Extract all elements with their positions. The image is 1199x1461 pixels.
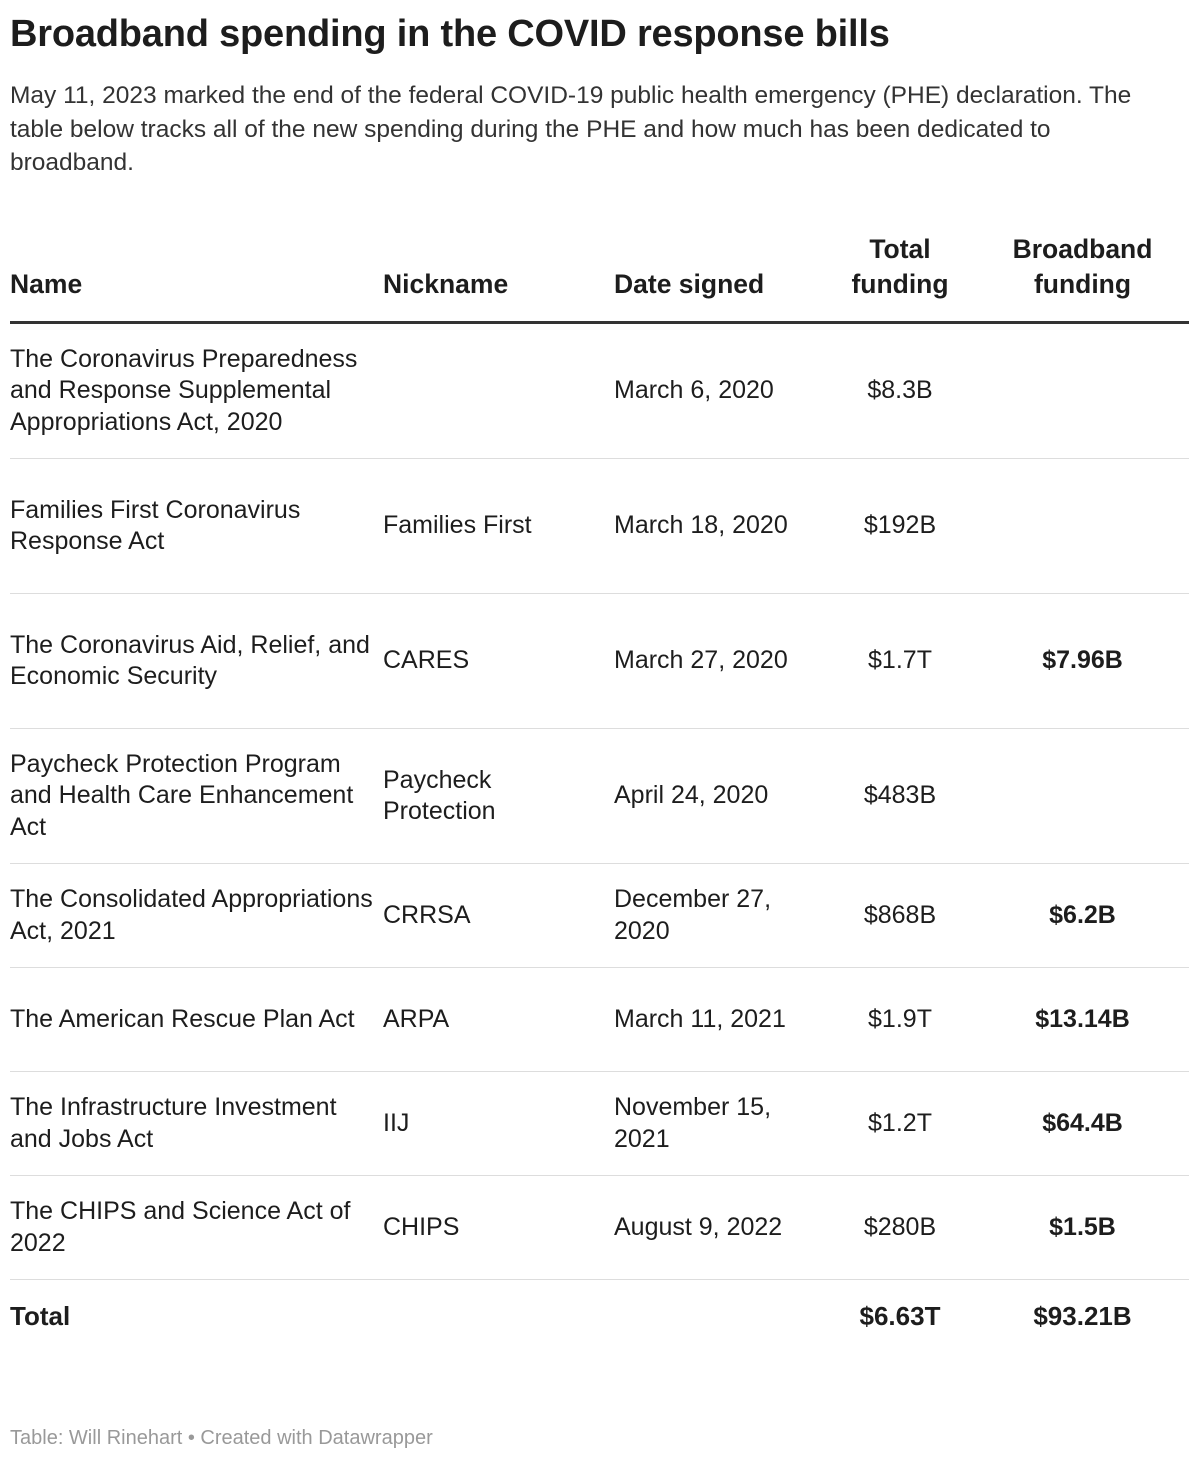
cell-broadband bbox=[976, 459, 1189, 594]
cell-nickname: IIJ bbox=[383, 1072, 614, 1176]
total-row bbox=[10, 1280, 1189, 1354]
cell-date: March 6, 2020 bbox=[614, 323, 824, 459]
cell-broadband: $13.14B bbox=[976, 968, 1189, 1072]
funding-table bbox=[10, 232, 1189, 1353]
header-name: Name bbox=[10, 232, 383, 323]
cell-total: $280B bbox=[824, 1176, 976, 1280]
header-total-funding: Total funding bbox=[824, 232, 976, 323]
cell-name: The Coronavirus Aid, Relief, and Economic Security bbox=[10, 594, 383, 729]
table-row bbox=[10, 594, 1189, 729]
total-date-empty bbox=[614, 1280, 824, 1354]
chart-title: Broadband spending in the COVID response bills bbox=[10, 13, 890, 55]
cell-date: December 27, 2020 bbox=[614, 864, 824, 968]
total-funding-sum: $6.63T bbox=[859, 1300, 941, 1331]
header-broadband-funding: Broadband funding bbox=[976, 232, 1189, 323]
source-credit: Table: Will Rinehart • Created with Datawrapper bbox=[10, 1427, 433, 1449]
cell-nickname: CRRSA bbox=[383, 864, 614, 968]
table-row bbox=[10, 459, 1189, 594]
table-row bbox=[10, 323, 1189, 459]
cell-total: $192B bbox=[824, 459, 976, 594]
cell-date: March 18, 2020 bbox=[614, 459, 824, 594]
table-header-row bbox=[10, 232, 1189, 323]
cell-name: The Coronavirus Preparedness and Response Supplemental Appropriations Act, 2020 bbox=[10, 323, 383, 459]
cell-broadband: $7.96B bbox=[976, 594, 1189, 729]
cell-nickname: ARPA bbox=[383, 968, 614, 1072]
cell-total: $1.2T bbox=[824, 1072, 976, 1176]
table-row bbox=[10, 1176, 1189, 1280]
cell-broadband: $1.5B bbox=[976, 1176, 1189, 1280]
cell-broadband bbox=[976, 729, 1189, 864]
table-row bbox=[10, 729, 1189, 864]
header-date-signed: Date signed bbox=[614, 232, 824, 323]
cell-broadband: $64.4B bbox=[976, 1072, 1189, 1176]
cell-total: $483B bbox=[824, 729, 976, 864]
cell-date: March 11, 2021 bbox=[614, 968, 824, 1072]
cell-broadband: $6.2B bbox=[976, 864, 1189, 968]
cell-nickname: CARES bbox=[383, 594, 614, 729]
cell-nickname: Paycheck Protection bbox=[383, 729, 614, 864]
table-row bbox=[10, 968, 1189, 1072]
cell-nickname: Families First bbox=[383, 459, 614, 594]
total-nickname-empty bbox=[383, 1280, 614, 1354]
total-broadband-sum: $93.21B bbox=[1033, 1300, 1132, 1331]
cell-nickname bbox=[383, 323, 614, 459]
table-row bbox=[10, 1072, 1189, 1176]
cell-total: $1.7T bbox=[824, 594, 976, 729]
cell-total: $8.3B bbox=[824, 323, 976, 459]
cell-date: August 9, 2022 bbox=[614, 1176, 824, 1280]
cell-date: November 15, 2021 bbox=[614, 1072, 824, 1176]
total-label: Total bbox=[10, 1300, 71, 1331]
cell-total: $868B bbox=[824, 864, 976, 968]
cell-name: Paycheck Protection Program and Health Care Enhancement Act bbox=[10, 729, 383, 864]
cell-name: The American Rescue Plan Act bbox=[10, 968, 383, 1072]
cell-name: The Infrastructure Investment and Jobs Act bbox=[10, 1072, 383, 1176]
cell-nickname: CHIPS bbox=[383, 1176, 614, 1280]
cell-broadband bbox=[976, 323, 1189, 459]
cell-name: The CHIPS and Science Act of 2022 bbox=[10, 1176, 383, 1280]
cell-date: April 24, 2020 bbox=[614, 729, 824, 864]
cell-name: The Consolidated Appropriations Act, 2021 bbox=[10, 864, 383, 968]
cell-total: $1.9T bbox=[824, 968, 976, 1072]
table-row bbox=[10, 864, 1189, 968]
chart-subtitle: May 11, 2023 marked the end of the federal COVID-19 public health emergency (PHE) declaration. The table below tracks all of the new spending during the PHE and how much has been dedicated to broadband. bbox=[10, 82, 1132, 176]
header-nickname: Nickname bbox=[383, 232, 614, 323]
cell-date: March 27, 2020 bbox=[614, 594, 824, 729]
cell-name: Families First Coronavirus Response Act bbox=[10, 459, 383, 594]
